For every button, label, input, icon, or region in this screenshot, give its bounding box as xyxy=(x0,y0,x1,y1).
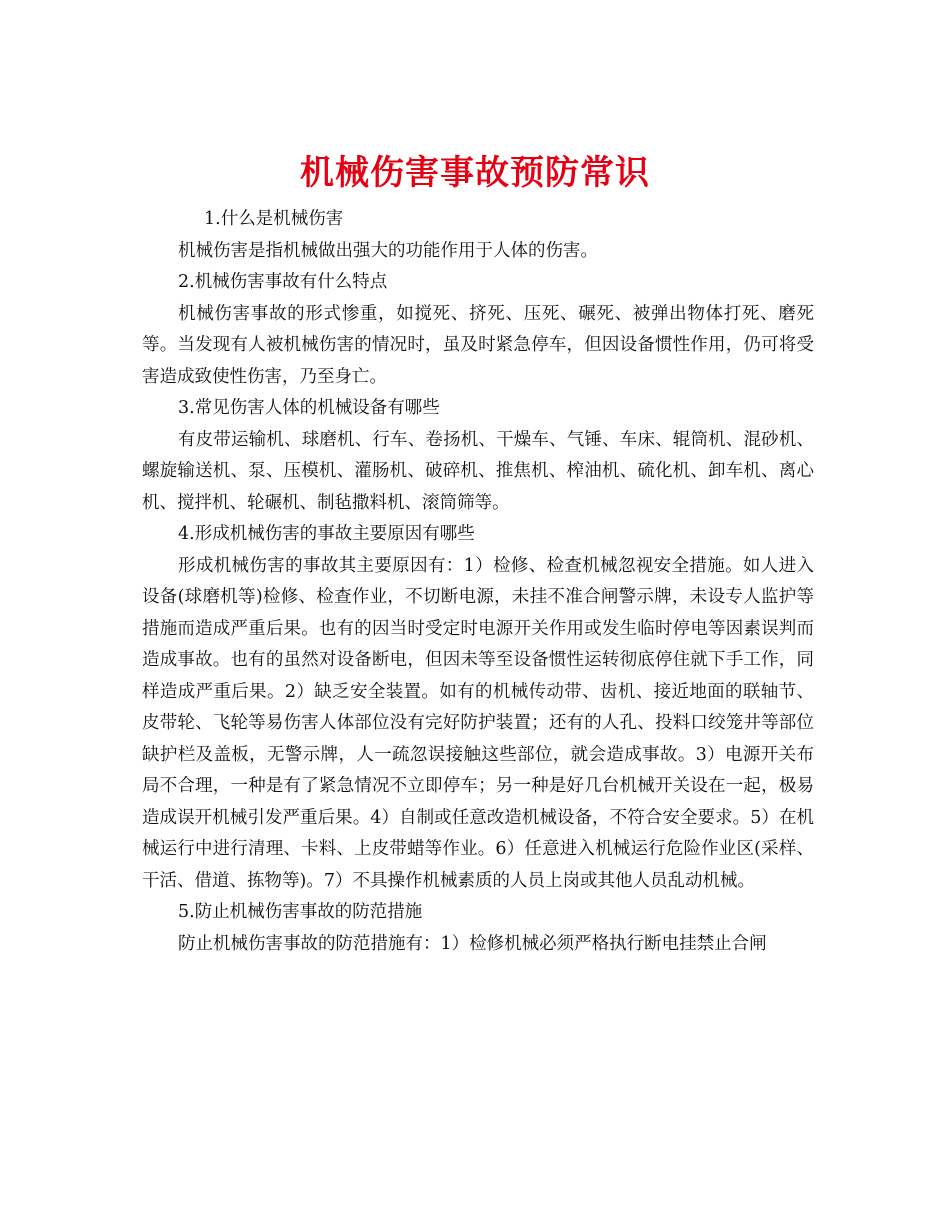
section-1-text: 机械伤害是指机械做出强大的功能作用于人体的伤害。 xyxy=(178,240,598,261)
section-5-text: 防止机械伤害事故的防范措施有：1）检修机械必须严格执行断电挂禁止合闸 xyxy=(178,933,767,954)
section-3-heading: 3.常见伤害人体的机械设备有哪些 xyxy=(178,398,440,418)
section-3-text: 有皮带运输机、球磨机、行车、卷扬机、干燥车、气锤、车床、辊筒机、混砂机、螺旋输送机、泵、压模机、灌肠机、破碎机、推焦机、榨油机、硫化机、卸车机、离心机、搅拌机、轮碾机、制毡撒料机、滚筒筛等。 xyxy=(142,429,814,513)
section-4-text: 形成机械伤害的事故其主要原因有：1）检修、检查机械忽视安全措施。如人进入设备(球磨机等)检修、检查作业，不切断电源，未挂不准合闸警示牌，未设专人监护等措施而造成严重后果。也有的因当时受定时电源开关作用或发生临时停电等因素误判而造成事故。也有的虽然对设备断电，但因未等至设备惯性运转彻底停住就下手工作，同样造成严重后果。2）缺乏安全装置。如有的机械传动带、齿机、接近地面的联轴节、皮带轮、飞轮等易伤害人体部位没有完好防护装置；还有的人孔、投料口绞笼井等部位缺护栏及盖板，无警示牌，人一疏忽误接触这些部位，就会造成事故。3）电源开关布局不合理，一种是有了紧急情况不立即停车；另一种是好几台机械开关设在一起，极易造成误开机械引发严重后果。4）自制或任意改造机械设备，不符合安全要求。5）在机械运行中进行清理、卡料、上皮带蜡等作业。6）任意进入机械运行危险作业区(采样、干活、借道、拣物等)。7）不具操作机械素质的人员上岗或其他人员乱动机械。 xyxy=(142,555,814,891)
section-1-heading: 1.什么是机械伤害 xyxy=(204,209,344,229)
section-2-text: 机械伤害事故的形式惨重，如搅死、挤死、压死、碾死、被弹出物体打死、磨死等。当发现有人被机械伤害的情况时，虽及时紧急停车，但因设备惯性作用，仍可将受害造成致使性伤害，乃至身亡。 xyxy=(142,303,814,387)
document-body xyxy=(142,204,814,960)
section-2-heading: 2.机械伤害事故有什么特点 xyxy=(178,272,388,292)
document-title: 机械伤害事故预防常识 xyxy=(300,152,650,193)
section-4-heading: 4.形成机械伤害的事故主要原因有哪些 xyxy=(178,524,475,544)
section-5-heading: 5.防止机械伤害事故的防范措施 xyxy=(178,902,423,922)
